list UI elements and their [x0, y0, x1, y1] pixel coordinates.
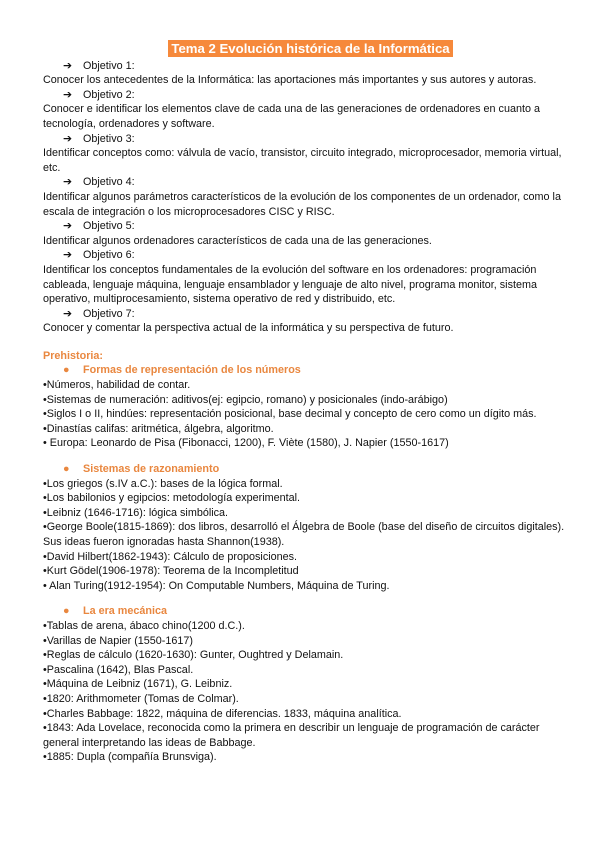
arrow-right-icon: ➔ — [63, 88, 73, 101]
objectives-list — [43, 59, 578, 336]
arrow-right-icon: ➔ — [63, 132, 73, 145]
objective-text: Conocer y comentar la perspectiva actual de la informática y su perspectiva de futuro. — [43, 322, 454, 335]
subsection-heading — [43, 363, 578, 378]
objective-label-row — [43, 132, 578, 147]
objective-label-row — [43, 219, 578, 234]
list-item: •1885: Dupla (compañía Brunsviga). — [43, 751, 217, 764]
objective-label-row — [43, 88, 578, 103]
bullet-dot-icon: ● — [63, 463, 70, 476]
objective-label: Objetivo 3: — [83, 132, 135, 145]
objective-label: Objetivo 6: — [83, 249, 135, 262]
arrow-right-icon: ➔ — [63, 59, 73, 72]
objective-label-row — [43, 248, 578, 263]
list-item: •Los babilonios y egipcios: metodología experimental. — [43, 492, 301, 505]
objective-text: Conocer los antecedentes de la Informática: las aportaciones más importantes y sus autores y autoras. — [43, 74, 537, 87]
list-item: • Alan Turing(1912-1954): On Computable Numbers, Máquina de Turing. — [43, 579, 390, 592]
arrow-right-icon: ➔ — [63, 307, 73, 320]
list-item: • Europa: Leonardo de Pisa (Fibonacci, 1200), F. Viète (1580), J. Napier (1550-1617) — [43, 437, 449, 450]
subsection-title: Formas de representación de los números — [83, 364, 301, 377]
list-item: •1843: Ada Lovelace, reconocida como la primera en describir un lenguaje de programación de carácter general interpretando las ideas de Babbage. — [43, 722, 540, 749]
list-item: •Charles Babbage: 1822, máquina de diferencias. 1833, máquina analítica. — [43, 707, 402, 720]
objective-text: Conocer e identificar los elementos clave de cada una de las generaciones de ordenadores en cuanto a tecnología, ordenadores y software. — [43, 103, 540, 130]
objective — [43, 307, 578, 336]
objective — [43, 88, 578, 132]
subsection-heading — [43, 462, 578, 477]
list-item: •Números, habilidad de contar. — [43, 379, 191, 392]
objective — [43, 219, 578, 248]
objective — [43, 59, 578, 88]
objective-text: Identificar algunos ordenadores característicos de cada una de las generaciones. — [43, 234, 432, 247]
bullet-dot-icon: ● — [63, 364, 70, 377]
objective-label-row — [43, 59, 578, 74]
list-item: •Leibniz (1646-1716): lógica simbólica. — [43, 506, 229, 519]
arrow-right-icon: ➔ — [63, 249, 73, 262]
objective-text: Identificar los conceptos fundamentales de la evolución del software en los ordenadores: programación cableada, lenguaje máquina, lenguaje ensamblador y lenguaje de alto nivel, programa monitor, sistema operativo, multiprocesamiento, sistema operativo de red y distribuido, etc. — [43, 263, 537, 306]
subsection-era-mecanica — [43, 604, 578, 765]
objective-label-row — [43, 175, 578, 190]
arrow-right-icon: ➔ — [63, 220, 73, 233]
document-title: Tema 2 Evolución histórica de la Informática — [168, 40, 452, 57]
objective-label-row — [43, 307, 578, 322]
list-item: •Los griegos (s.IV a.C.): bases de la lógica formal. — [43, 477, 283, 490]
list-item: •Siglos I o II, hindúes: representación posicional, base decimal y concepto de cero como un dígito más. — [43, 408, 537, 421]
objective-label: Objetivo 2: — [83, 88, 135, 101]
subsection-title: Sistemas de razonamiento — [83, 463, 220, 476]
subsection-heading — [43, 604, 578, 619]
objective-label: Objetivo 1: — [83, 59, 135, 72]
list-item: •Máquina de Leibniz (1671), G. Leibniz. — [43, 678, 233, 691]
objective-text: Identificar conceptos como: válvula de vacío, transistor, circuito integrado, microprocesador, memoria virtual, etc. — [43, 147, 562, 174]
subsection-numeros — [43, 363, 578, 451]
objective-label: Objetivo 5: — [83, 220, 135, 233]
arrow-right-icon: ➔ — [63, 176, 73, 189]
subsection-title: La era mecánica — [83, 605, 168, 618]
objective-label: Objetivo 4: — [83, 176, 135, 189]
list-item: •Sistemas de numeración: aditivos(ej: egipcio, romano) y posicionales (indo-arábigo) — [43, 393, 448, 406]
objective-label: Objetivo 7: — [83, 307, 135, 320]
list-item: •Dinastías califas: aritmética, álgebra, algoritmo. — [43, 422, 274, 435]
list-item: •Tablas de arena, ábaco chino(1200 d.C.). — [43, 619, 245, 632]
bullet-dot-icon: ● — [63, 605, 70, 618]
list-item: •Kurt Gödel(1906-1978): Teorema de la Incompletitud — [43, 565, 299, 578]
section-heading-prehistoria: Prehistoria: — [43, 349, 103, 362]
list-item: •1820: Arithmometer (Tomas de Colmar). — [43, 692, 239, 705]
list-item: •Reglas de cálculo (1620-1630): Gunter, Oughtred y Delamain. — [43, 649, 344, 662]
list-item: •Pascalina (1642), Blas Pascal. — [43, 663, 194, 676]
title-row — [43, 40, 578, 58]
list-item: •David Hilbert(1862-1943): Cálculo de proposiciones. — [43, 550, 298, 563]
objective — [43, 132, 578, 176]
objective-text: Identificar algunos parámetros característicos de la evolución de los componentes de un ordenador, como la escala de integración o los microprocesadores CISC y RISC. — [43, 190, 561, 218]
list-item: •Varillas de Napier (1550-1617) — [43, 634, 194, 647]
objective — [43, 248, 578, 306]
subsection-razonamiento — [43, 462, 578, 593]
list-item: •George Boole(1815-1869): dos libros, desarrolló el Álgebra de Boole (base del diseño de circuitos digitales). Sus ideas fueron ignoradas hasta Shannon(1938). — [43, 521, 565, 548]
objective — [43, 175, 578, 219]
